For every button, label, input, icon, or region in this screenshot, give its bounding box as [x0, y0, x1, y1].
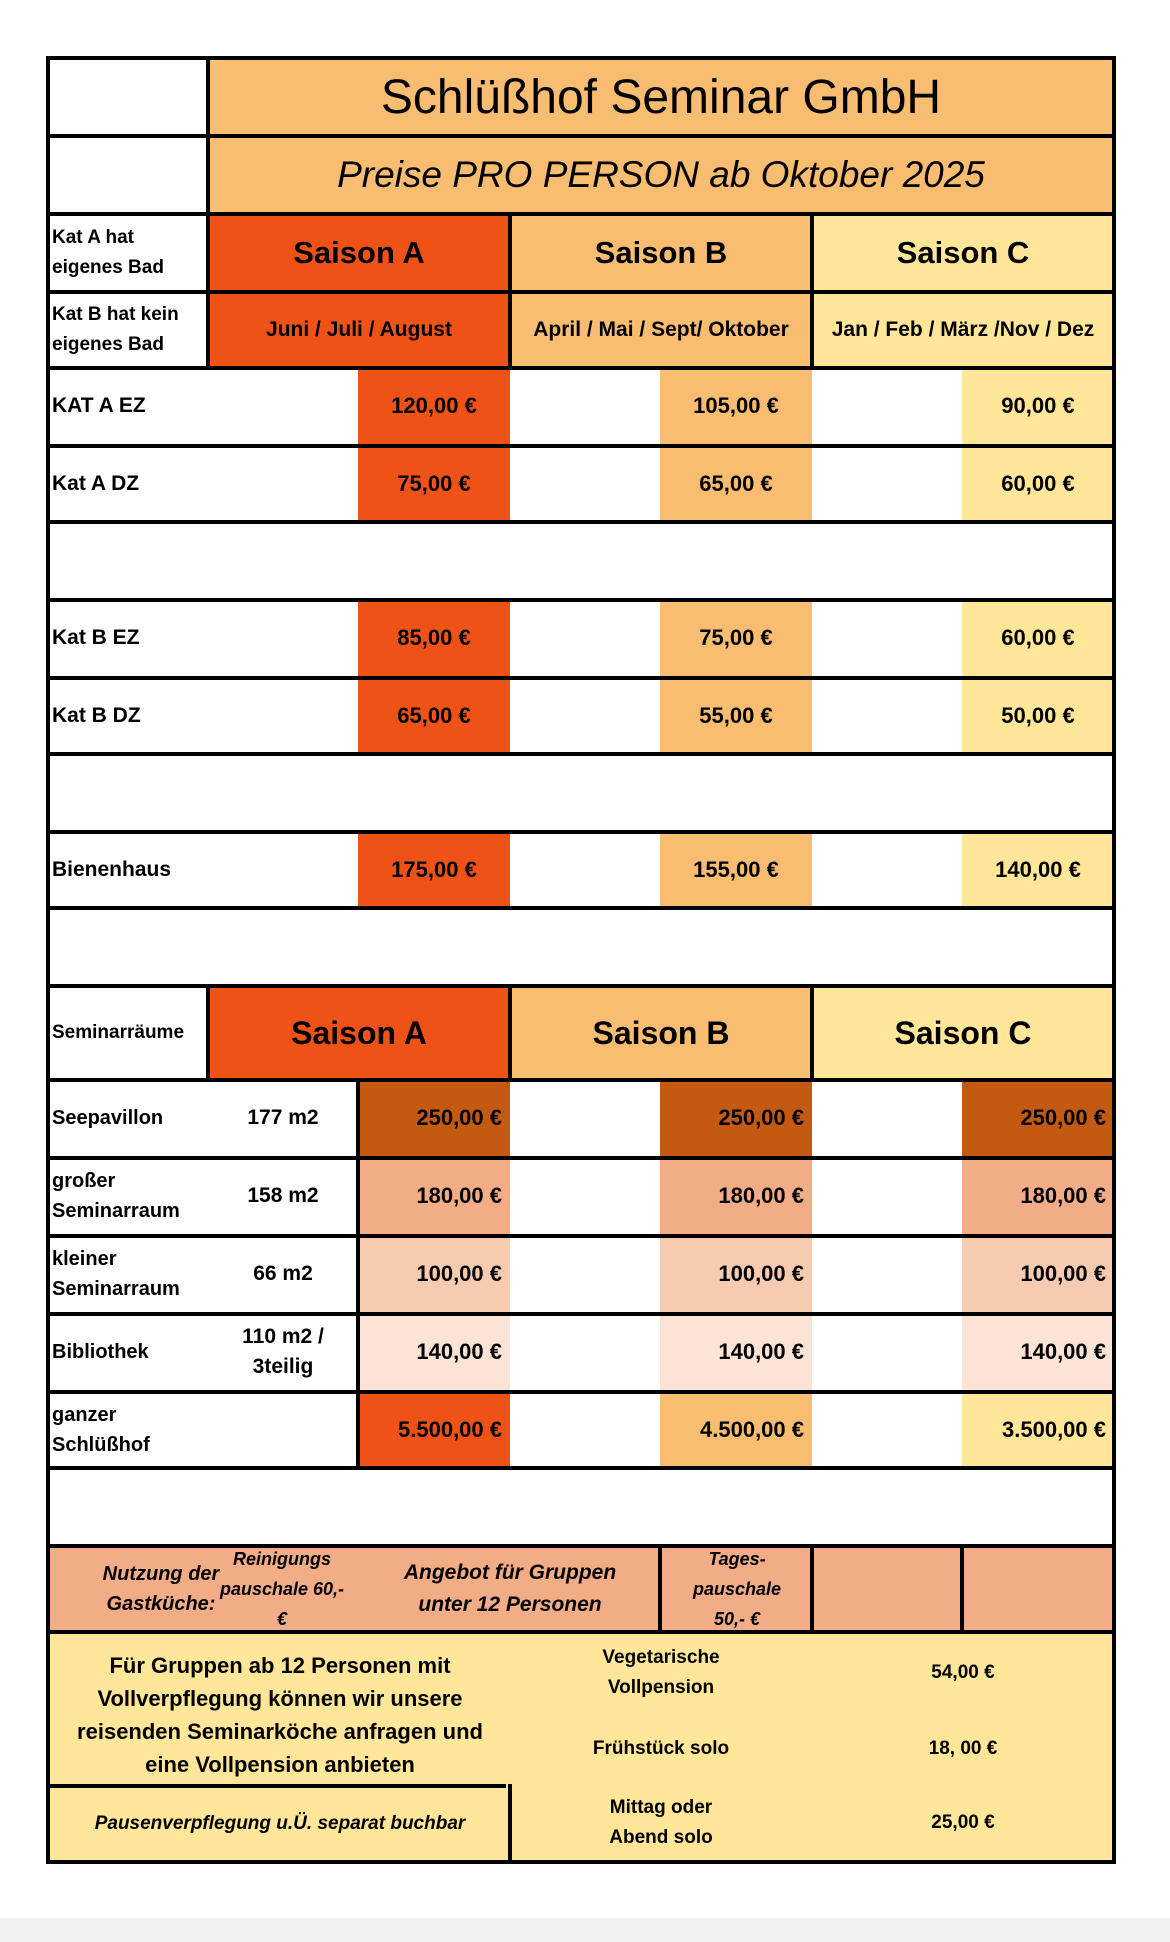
- seminar-room-size: [208, 1314, 358, 1390]
- blank-header-cell: [48, 58, 208, 136]
- room-label-text: Kat B DZ: [52, 704, 141, 727]
- room-price-c-text: 140,00 €: [995, 857, 1081, 882]
- grid-line: [46, 1312, 1116, 1316]
- grid-line: [46, 1466, 1116, 1470]
- meal-item-label-text: Vegetarische Vollpension: [602, 1647, 720, 1698]
- meal-item-price-text: 54,00 €: [931, 1662, 995, 1683]
- seminar-room-size: [208, 1158, 358, 1234]
- room-price-a: [358, 600, 510, 676]
- grid-line: [46, 444, 1116, 448]
- meal-item-price-text: 18, 00 €: [928, 1738, 998, 1759]
- meal-item-label: [510, 1712, 812, 1786]
- seminar-price-b-text: 4.500,00 €: [700, 1417, 804, 1442]
- season-b-header-text: Saison B: [594, 235, 728, 270]
- season-c-header-text: Saison C: [896, 235, 1030, 270]
- seminar-price-c-text: 180,00 €: [1020, 1183, 1106, 1208]
- room-price-c-text: 90,00 €: [1001, 393, 1075, 418]
- grid-line: [46, 1784, 506, 1788]
- seminar-label-text: Seminarräume: [52, 1022, 185, 1043]
- seminar-price-c: [962, 1236, 1114, 1312]
- meal-item-price-text: 25,00 €: [931, 1812, 995, 1833]
- meal-item-price: [812, 1636, 1114, 1710]
- room-label-text: Bienenhaus: [52, 858, 172, 881]
- room-price-b-text: 105,00 €: [693, 393, 779, 418]
- page-subtitle-text: Preise PRO PERSON ab Oktober 2025: [337, 154, 985, 195]
- kitchen-daily-text: Tages- pauschale 50,- €: [692, 1549, 782, 1629]
- viewer-bottom-bar: [0, 1918, 1170, 1942]
- meal-item-label-text: Mittag oder Abend solo: [609, 1797, 713, 1848]
- room-price-c: [962, 368, 1114, 444]
- room-price-a: [358, 678, 510, 754]
- meal-item-label-text: Frühstück solo: [592, 1738, 730, 1759]
- seminar-price-c: [962, 1080, 1114, 1156]
- seminar-season-c-text: Saison C: [894, 1014, 1032, 1051]
- grid-line: [810, 212, 814, 370]
- grid-line: [46, 676, 1116, 680]
- kitchen-label-text: Nutzung der Gastküche:: [102, 1563, 220, 1615]
- seminar-season-a-text: Saison A: [291, 1014, 427, 1051]
- seminar-price-c: [962, 1314, 1114, 1390]
- kitchen-cleaning-text: Reinigungs pauschale 60,- €: [219, 1549, 345, 1629]
- pause-text-text: Pausenverpflegung u.Ü. separat buchbar: [94, 1813, 466, 1834]
- room-price-a-text: 120,00 €: [391, 393, 477, 418]
- seminar-label: [48, 986, 208, 1080]
- room-price-b-text: 155,00 €: [693, 857, 779, 882]
- meal-item-label: [510, 1786, 812, 1860]
- kitchen-offer: [360, 1546, 660, 1632]
- grid-line: [46, 752, 1116, 756]
- room-price-a-text: 85,00 €: [397, 625, 471, 650]
- room-price-a: [358, 368, 510, 444]
- room-label-text: KAT A EZ: [52, 394, 146, 417]
- season-a-header-text: Saison A: [293, 235, 425, 270]
- seminar-price-a-text: 180,00 €: [416, 1183, 502, 1208]
- room-label: [48, 600, 358, 676]
- grid-line: [810, 1546, 814, 1634]
- seminar-price-b-text: 140,00 €: [718, 1339, 804, 1364]
- grid-line: [206, 984, 210, 1082]
- room-label: [48, 832, 358, 908]
- room-price-c: [962, 678, 1114, 754]
- group-meal-text: [52, 1640, 508, 1790]
- seminar-price-c-text: 250,00 €: [1020, 1105, 1106, 1130]
- seminar-season-c: [812, 986, 1114, 1080]
- kitchen-daily: [662, 1546, 812, 1632]
- seminar-price-b-text: 250,00 €: [718, 1105, 804, 1130]
- room-price-b-text: 65,00 €: [699, 471, 773, 496]
- seminar-price-b: [660, 1080, 812, 1156]
- room-price-b-text: 55,00 €: [699, 703, 773, 728]
- seminar-price-a-text: 140,00 €: [416, 1339, 502, 1364]
- room-price-b: [660, 832, 812, 908]
- room-price-a-text: 75,00 €: [397, 471, 471, 496]
- seminar-season-a: [208, 986, 510, 1080]
- grid-line: [508, 984, 512, 1082]
- grid-line: [46, 56, 50, 1864]
- seminar-price-b-text: 180,00 €: [718, 1183, 804, 1208]
- room-price-c-text: 50,00 €: [1001, 703, 1075, 728]
- room-label: [48, 368, 358, 444]
- seminar-room-label: [48, 1314, 208, 1390]
- room-price-b: [660, 368, 812, 444]
- room-price-a-text: 65,00 €: [397, 703, 471, 728]
- seminar-room-size: [208, 1392, 358, 1468]
- grid-line: [46, 1630, 1116, 1634]
- grid-line: [46, 830, 1116, 834]
- seminar-room-size-text: 177 m2: [247, 1106, 319, 1129]
- grid-line: [508, 212, 512, 370]
- grid-line: [960, 1546, 964, 1634]
- season-c-header: [812, 214, 1114, 292]
- seminar-season-b-text: Saison B: [592, 1014, 730, 1051]
- room-price-c: [962, 600, 1114, 676]
- grid-line: [206, 56, 210, 370]
- months-season-c-text: Jan / Feb / März /Nov / Dez: [831, 318, 1095, 341]
- seminar-room-label: [48, 1158, 208, 1234]
- page-subtitle: [208, 136, 1114, 214]
- grid-line: [46, 1234, 1116, 1238]
- grid-line: [658, 1546, 662, 1634]
- room-label-text: Kat B EZ: [52, 626, 140, 649]
- seminar-price-c-text: 140,00 €: [1020, 1339, 1106, 1364]
- seminar-price-c-text: 100,00 €: [1020, 1261, 1106, 1286]
- grid-line: [46, 520, 1116, 524]
- seminar-room-label-text: kleiner Seminarraum: [52, 1248, 180, 1300]
- meal-item-price: [812, 1712, 1114, 1786]
- room-price-a: [358, 446, 510, 522]
- room-price-c: [962, 446, 1114, 522]
- months-season-c: [812, 292, 1114, 368]
- seminar-price-b: [660, 1314, 812, 1390]
- room-price-b: [660, 600, 812, 676]
- kitchen-cleaning: [214, 1546, 350, 1632]
- page-title-text: Schlüßhof Seminar GmbH: [380, 70, 942, 124]
- seminar-price-c: [962, 1392, 1114, 1468]
- seminar-room-size: [208, 1236, 358, 1312]
- seminar-price-a: [358, 1236, 510, 1312]
- seminar-room-size-text: 110 m2 / 3teilig: [242, 1325, 324, 1378]
- grid-line: [46, 906, 1116, 910]
- seminar-room-size-text: 158 m2: [247, 1184, 319, 1207]
- note-kat-a: [48, 214, 208, 292]
- note-kat-b: [48, 292, 208, 368]
- pause-text: [52, 1786, 508, 1862]
- seminar-room-label-text: großer Seminarraum: [52, 1170, 180, 1222]
- room-price-b: [660, 446, 812, 522]
- seminar-price-a: [358, 1314, 510, 1390]
- grid-line: [810, 984, 814, 1082]
- seminar-price-a-text: 100,00 €: [416, 1261, 502, 1286]
- seminar-price-b: [660, 1158, 812, 1234]
- season-a-header: [208, 214, 510, 292]
- room-price-c: [962, 832, 1114, 908]
- months-season-b: [510, 292, 812, 368]
- meal-item-price: [812, 1786, 1114, 1860]
- seminar-price-b-text: 100,00 €: [718, 1261, 804, 1286]
- room-label: [48, 446, 358, 522]
- grid-line: [356, 1078, 360, 1470]
- seminar-season-b: [510, 986, 812, 1080]
- seminar-room-label: [48, 1392, 208, 1468]
- seminar-room-size: [208, 1080, 358, 1156]
- seminar-room-label-text: Bibliothek: [52, 1341, 149, 1363]
- room-price-b: [660, 678, 812, 754]
- page-title: [208, 58, 1114, 136]
- blank-subheader-cell: [48, 136, 208, 214]
- grid-line: [508, 1784, 512, 1864]
- seminar-price-a: [358, 1392, 510, 1468]
- room-price-c-text: 60,00 €: [1001, 471, 1075, 496]
- seminar-price-a: [358, 1080, 510, 1156]
- grid-line: [1112, 56, 1116, 1864]
- room-price-a: [358, 832, 510, 908]
- room-label-text: Kat A DZ: [52, 472, 140, 495]
- seminar-price-b: [660, 1236, 812, 1312]
- grid-line: [46, 598, 1116, 602]
- group-meal-text-text: Für Gruppen ab 12 Personen mit Vollverpflegung können wir unsere reisenden Seminarköche anfragen und eine Vollpension anbieten: [77, 1653, 483, 1777]
- seminar-room-size-text: 66 m2: [253, 1262, 313, 1285]
- seminar-price-b: [660, 1392, 812, 1468]
- note-kat-b-text: Kat B hat kein eigenes Bad: [52, 304, 179, 355]
- seminar-price-c-text: 3.500,00 €: [1002, 1417, 1106, 1442]
- season-b-header: [510, 214, 812, 292]
- meal-item-label: [510, 1636, 812, 1710]
- room-price-c-text: 60,00 €: [1001, 625, 1075, 650]
- months-season-a-text: Juni / Juli / August: [266, 318, 452, 341]
- seminar-room-label: [48, 1080, 208, 1156]
- seminar-price-a: [358, 1158, 510, 1234]
- kitchen-offer-text: Angebot für Gruppen unter 12 Personen: [403, 1561, 617, 1616]
- seminar-price-a-text: 250,00 €: [416, 1105, 502, 1130]
- months-season-b-text: April / Mai / Sept/ Oktober: [533, 318, 789, 341]
- grid-line: [46, 1156, 1116, 1160]
- room-price-a-text: 175,00 €: [391, 857, 477, 882]
- grid-line: [46, 1390, 1116, 1394]
- seminar-price-a-text: 5.500,00 €: [398, 1417, 502, 1442]
- grid-line: [46, 1544, 1116, 1548]
- note-kat-a-text: Kat A hat eigenes Bad: [52, 227, 164, 278]
- seminar-room-label-text: Seepavillon: [52, 1107, 164, 1129]
- seminar-room-label: [48, 1236, 208, 1312]
- months-season-a: [208, 292, 510, 368]
- seminar-room-label-text: ganzer Schlüßhof: [52, 1404, 150, 1456]
- grid-line: [46, 1860, 1116, 1864]
- room-price-b-text: 75,00 €: [699, 625, 773, 650]
- room-label: [48, 678, 358, 754]
- seminar-price-c: [962, 1158, 1114, 1234]
